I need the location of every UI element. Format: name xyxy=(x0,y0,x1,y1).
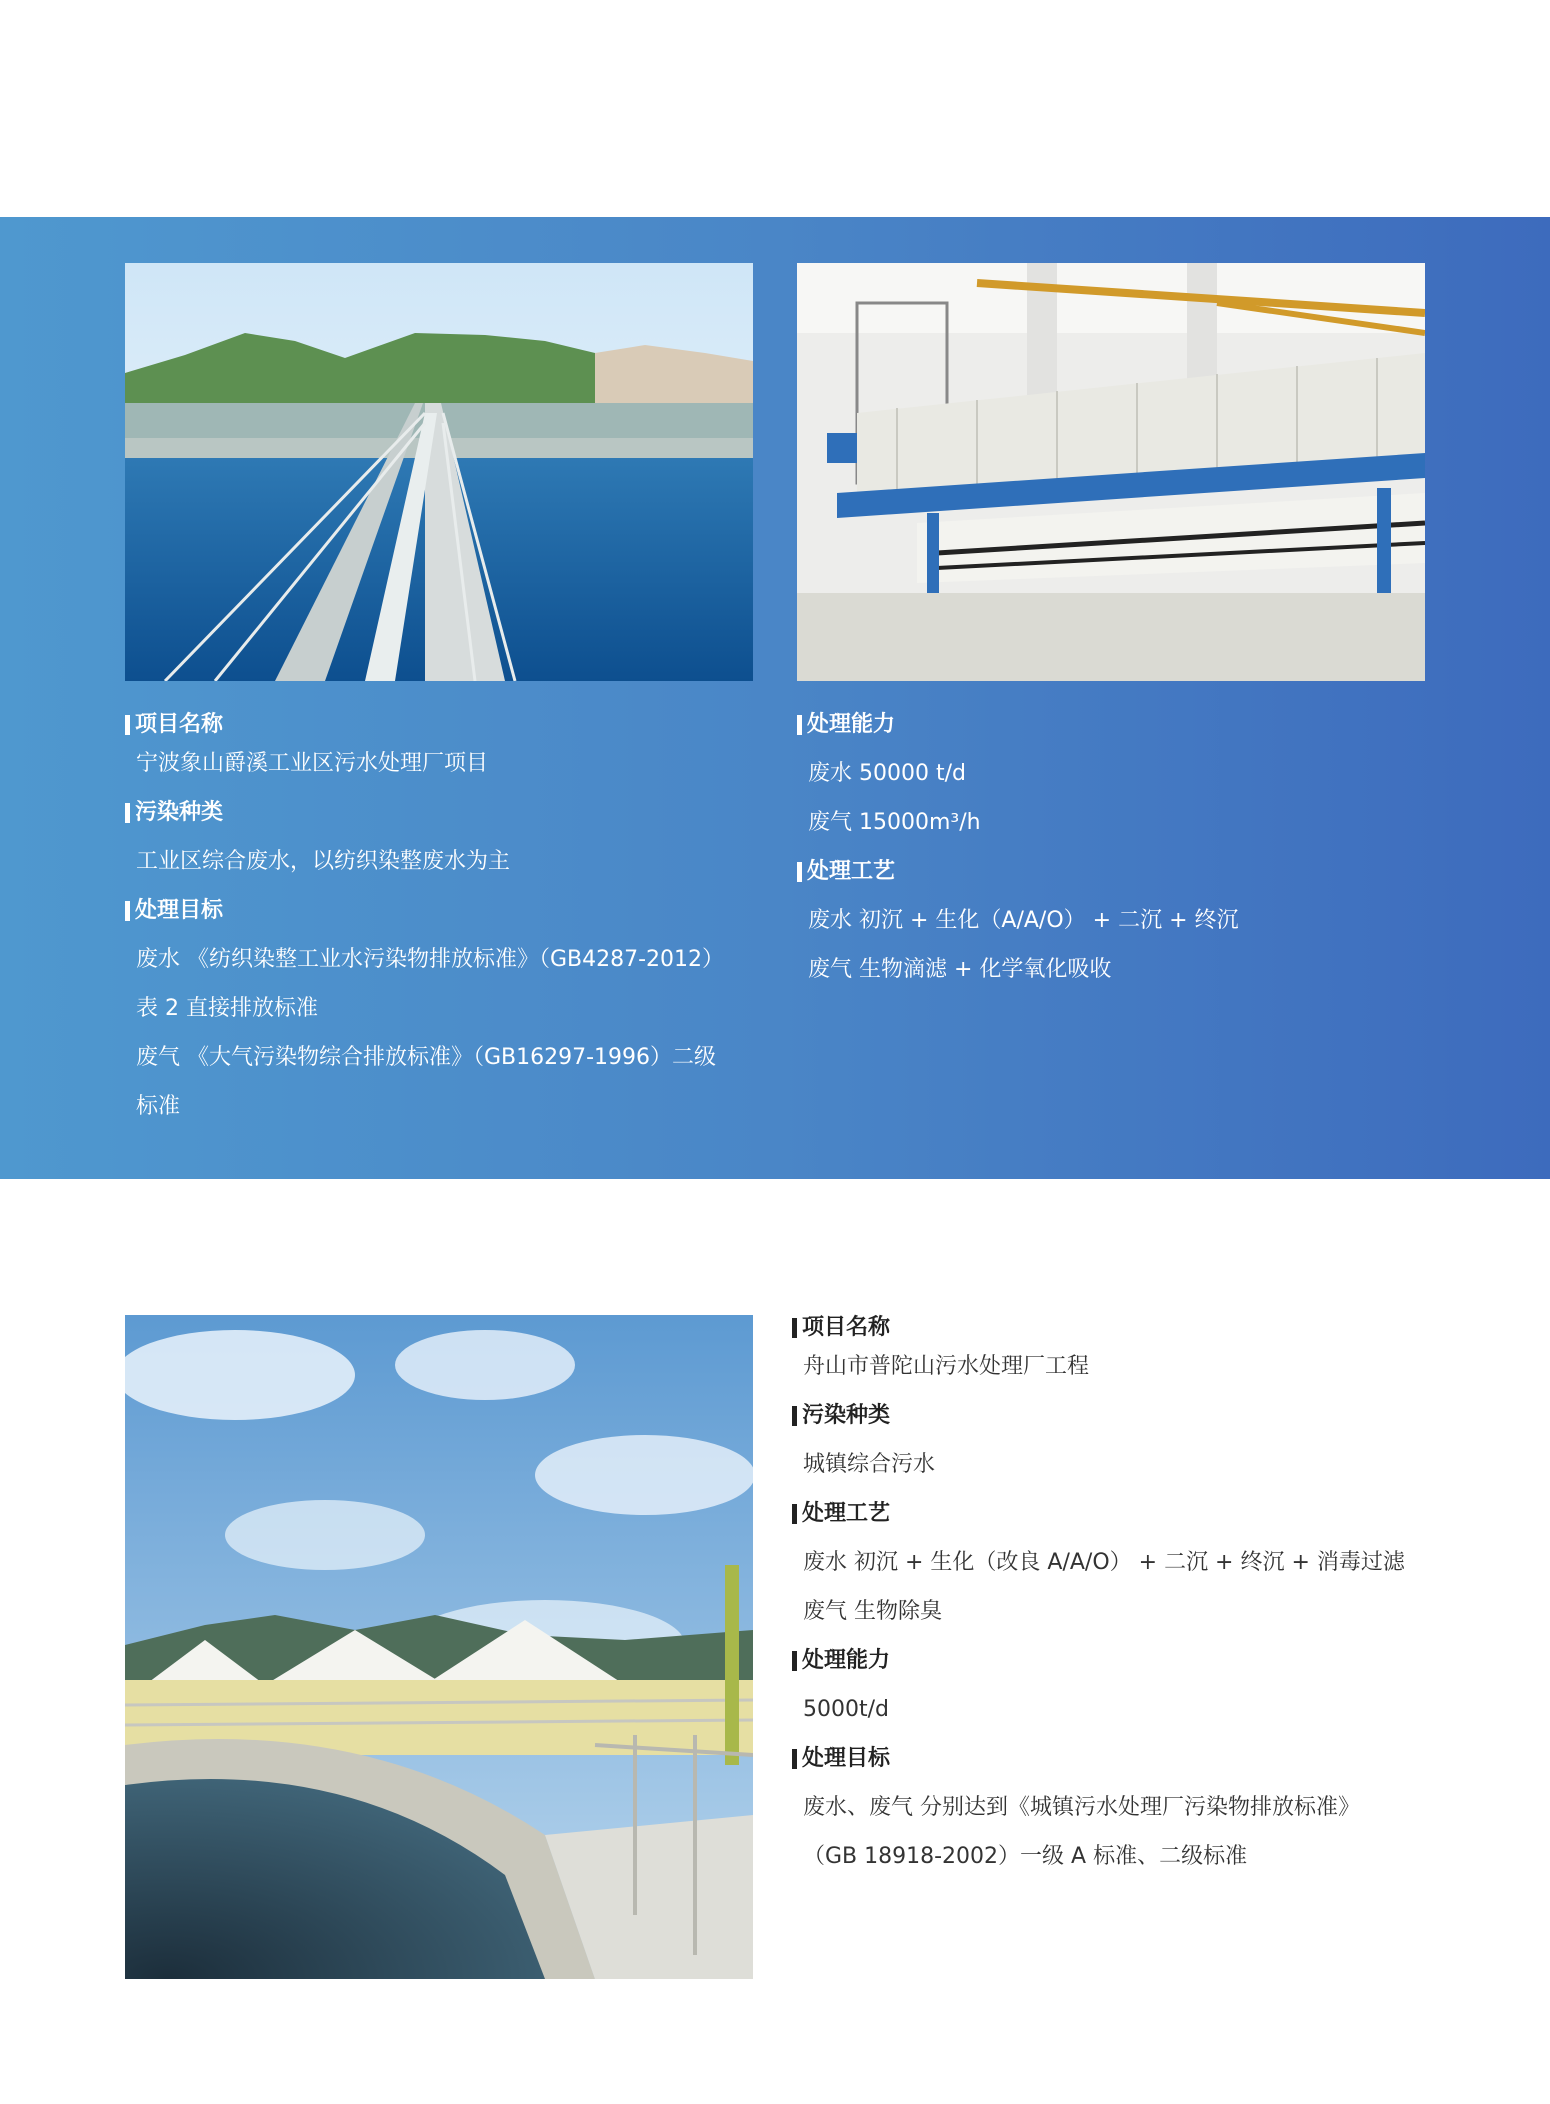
project1-right-info xyxy=(797,710,1437,985)
heading-text: 处理能力 xyxy=(807,712,896,737)
target-line: 废气 《大气污染物综合排放标准》（GB16297-1996）二级 xyxy=(136,1045,717,1070)
process-line: 废气 生物除臭 xyxy=(803,1599,942,1624)
heading-bar xyxy=(792,1504,797,1524)
project-name: 宁波象山爵溪工业区污水处理厂项目 xyxy=(136,751,489,776)
treatment-target-heading xyxy=(792,1744,1452,1774)
project-name-heading xyxy=(792,1313,1452,1343)
project-name: 舟山市普陀山污水处理厂工程 xyxy=(803,1354,1090,1379)
pollution-type: 城镇综合污水 xyxy=(803,1452,936,1477)
tank-walkway-photo xyxy=(125,263,753,681)
process-line: 废水 初沉 + 生化（改良 A/A/O） + 二沉 + 终沉 + 消毒过滤 xyxy=(803,1550,1405,1575)
process-heading xyxy=(792,1499,1452,1529)
capacity-heading xyxy=(797,710,1437,740)
heading-text: 项目名称 xyxy=(802,1315,891,1340)
heading-text: 污染种类 xyxy=(135,800,224,825)
heading-bar xyxy=(125,803,130,823)
target-line: （GB 18918-2002）一级 A 标准、二级标准 xyxy=(803,1844,1248,1869)
process-heading xyxy=(797,857,1437,887)
heading-bar xyxy=(792,1406,797,1426)
target-line: 废水 《纺织染整工业水污染物排放标准》（GB4287-2012） xyxy=(136,947,725,972)
heading-text: 处理目标 xyxy=(135,898,224,923)
process-line: 废水 初沉 + 生化（A/A/O） + 二沉 + 终沉 xyxy=(808,908,1239,933)
heading-bar xyxy=(797,862,802,882)
capacity-heading xyxy=(792,1646,1452,1676)
capacity-value: 5000t/d xyxy=(803,1697,889,1722)
project-name-heading xyxy=(125,710,765,740)
heading-bar xyxy=(797,715,802,735)
heading-text: 处理工艺 xyxy=(802,1501,891,1526)
target-line: 废水、废气 分别达到《城镇污水处理厂污染物排放标准》 xyxy=(803,1795,1360,1820)
heading-text: 处理能力 xyxy=(802,1648,891,1673)
heading-text: 污染种类 xyxy=(802,1403,891,1428)
clarifier-photo xyxy=(125,1315,753,1979)
heading-bar xyxy=(125,715,130,735)
pollution-type: 工业区综合废水，以纺织染整废水为主 xyxy=(136,849,511,874)
heading-text: 处理目标 xyxy=(802,1746,891,1771)
heading-text: 项目名称 xyxy=(135,712,224,737)
target-line: 标准 xyxy=(136,1094,181,1119)
capacity-line: 废水 50000 t/d xyxy=(808,761,966,786)
project2-info xyxy=(792,1313,1452,1872)
heading-text: 处理工艺 xyxy=(807,859,896,884)
process-line: 废气 生物滴滤 + 化学氧化吸收 xyxy=(808,957,1112,982)
heading-bar xyxy=(125,901,130,921)
pollution-type-heading xyxy=(792,1401,1452,1431)
heading-bar xyxy=(792,1318,797,1338)
treatment-target-heading xyxy=(125,896,765,926)
target-line: 表 2 直接排放标准 xyxy=(136,996,318,1021)
filter-press-photo xyxy=(797,263,1425,681)
heading-bar xyxy=(792,1749,797,1769)
pollution-type-heading xyxy=(125,798,765,828)
project1-left-info xyxy=(125,710,765,1122)
heading-bar xyxy=(792,1651,797,1671)
capacity-line: 废气 15000m³/h xyxy=(808,810,981,835)
